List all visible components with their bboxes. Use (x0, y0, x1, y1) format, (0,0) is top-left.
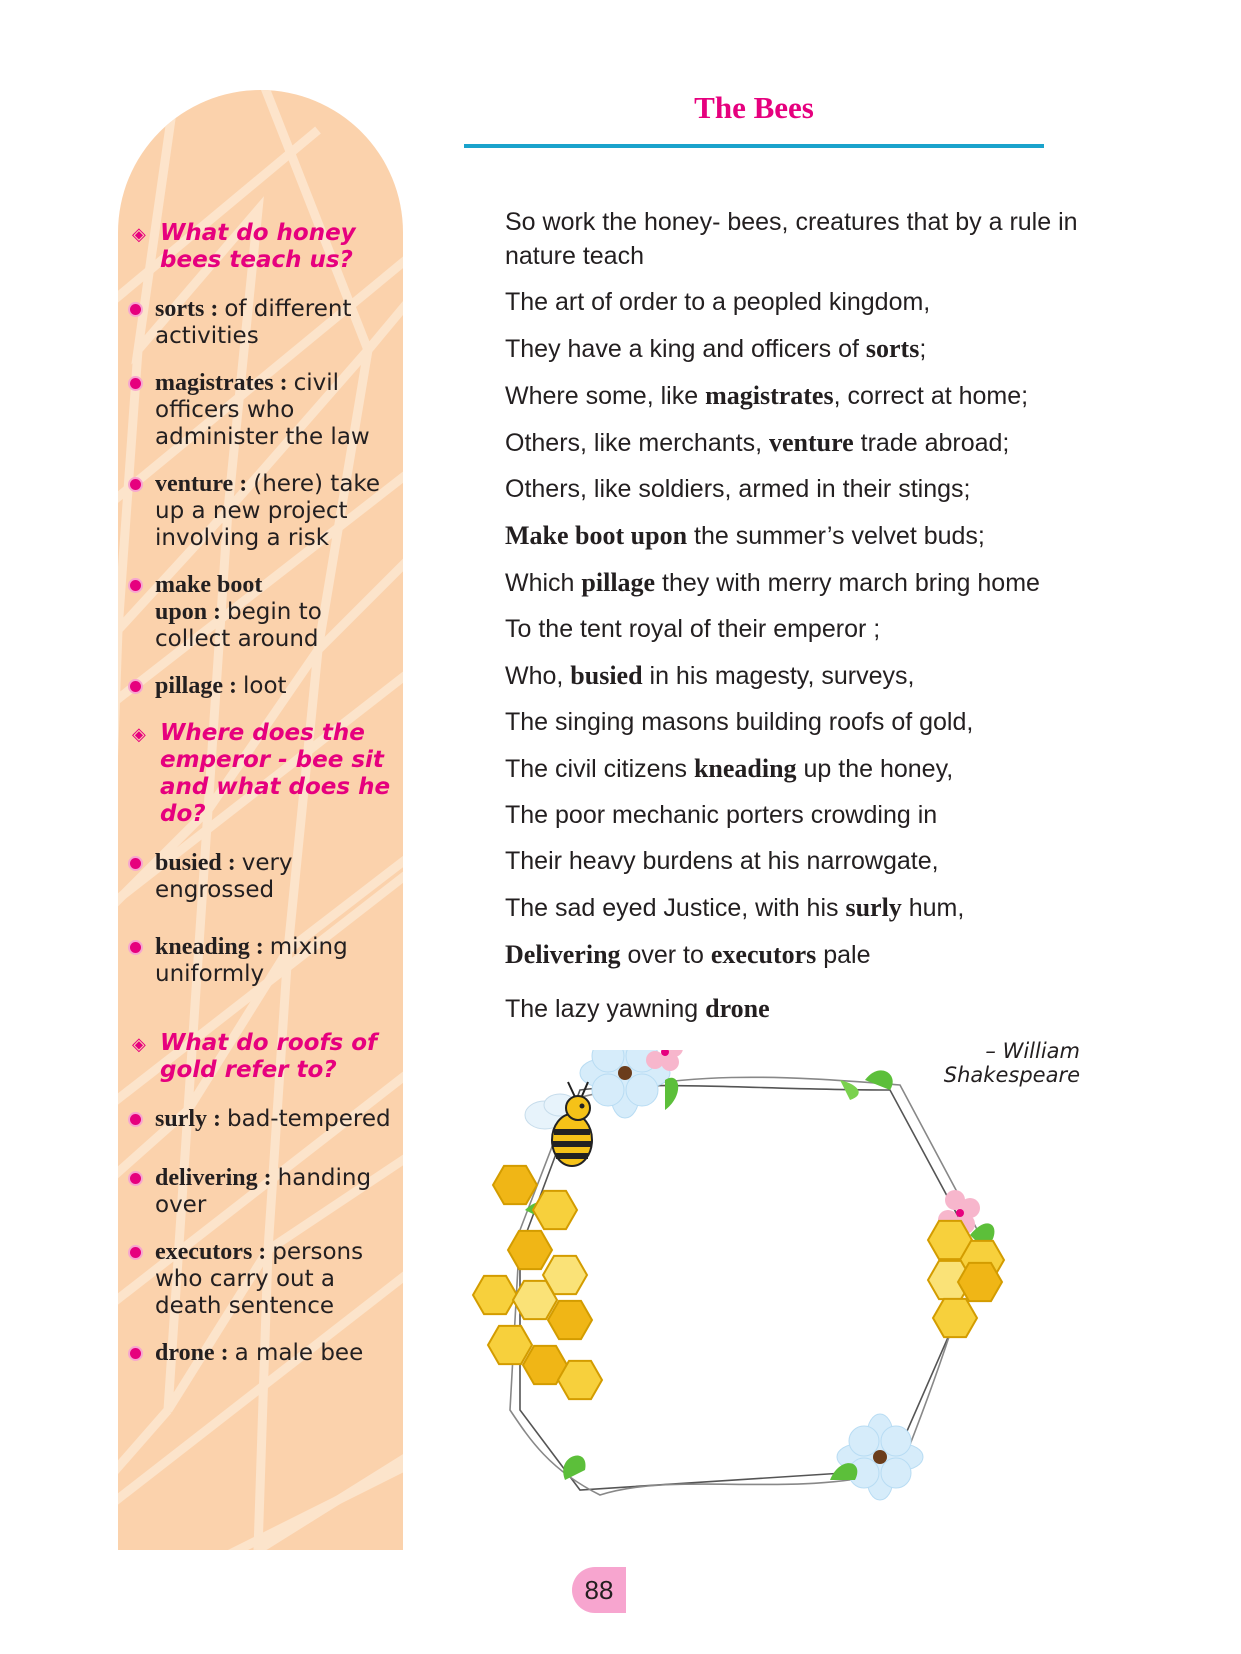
gloss-word: magistrates (155, 370, 274, 396)
flower-pink-top (646, 1050, 683, 1071)
gloss-word: surly (155, 1106, 208, 1132)
gloss-meaning: handing over (155, 1165, 372, 1218)
honeycomb-cell (548, 1301, 592, 1339)
gloss-entry: pillage : loot (130, 673, 400, 700)
glossed-word: busied (570, 661, 643, 690)
gloss-entry: drone : a male bee (130, 1340, 400, 1367)
bee-icon (525, 1082, 592, 1166)
honeycomb-cell (488, 1326, 532, 1364)
gloss-meaning: civil officers who administer the law (155, 370, 370, 450)
poem-author: – William Shakespeare (943, 1039, 1080, 1087)
gloss-entry: magistrates : civil officers who administer the law (130, 370, 400, 451)
diamond-icon: ◈ (132, 724, 146, 745)
bullet-icon (130, 304, 141, 315)
poem-line: Who, busied in his magesty, surveys, (505, 661, 915, 690)
sidebar-question (130, 220, 400, 274)
gloss-meaning: begin to collect around (155, 599, 322, 652)
gloss-entry: surly : bad-tempered (130, 1106, 400, 1133)
bullet-icon (130, 580, 141, 591)
glossed-word: surly (845, 893, 902, 922)
gloss-meaning: (here) take up a new project involving a risk (155, 471, 381, 551)
title-rule (464, 144, 1044, 148)
bullet-icon (130, 858, 141, 869)
gloss-word: make boot upon (155, 572, 263, 625)
bullet-icon (130, 1348, 141, 1359)
gloss-entry: kneading : mixing uniformly (130, 934, 400, 988)
poem-line: Make boot upon the summer’s velvet buds; (505, 521, 985, 550)
glossed-word: Make boot upon (505, 521, 688, 550)
poem-line: Their heavy burdens at his narrowgate, (505, 847, 939, 875)
glossed-word: sorts (865, 334, 920, 363)
gloss-entry: sorts : of different activities (130, 296, 400, 350)
bullet-icon (130, 479, 141, 490)
gloss-word: executors (155, 1239, 253, 1265)
gloss-word: kneading (155, 934, 250, 960)
gloss-word: busied (155, 850, 222, 876)
page-number: 88 (572, 1567, 626, 1613)
poem-line: Which pillage they with merry march bring home (505, 568, 1040, 597)
gloss-entry: busied : very engrossed (130, 850, 400, 904)
gloss-meaning: very engrossed (155, 850, 293, 903)
gloss-meaning: persons who carry out a death sentence (155, 1239, 364, 1319)
glossed-word: pillage (581, 568, 656, 597)
gloss-entry: venture : (here) take up a new project involving a risk (130, 471, 400, 552)
poem-line: Others, like soldiers, armed in their stings; (505, 475, 971, 503)
poem-line: The singing masons building roofs of gold, (505, 708, 974, 736)
glossed-word: venture (768, 428, 854, 457)
bullet-icon (130, 681, 141, 692)
honeycomb-cell (933, 1299, 977, 1337)
flower-bottom (837, 1414, 923, 1500)
gloss-meaning: loot (243, 673, 287, 699)
honeycomb-cell (558, 1361, 602, 1399)
poem-line: So work the honey- bees, creatures that by a rule in nature teach (505, 208, 1078, 270)
honeycomb-cell (508, 1231, 552, 1269)
bullet-icon (130, 378, 141, 389)
question-text: Where does the emperor - bee sit and what does he do? (160, 720, 391, 827)
sidebar-question (130, 1030, 400, 1084)
question-text: What do roofs of gold refer to? (160, 1030, 377, 1083)
honeycomb-cell (473, 1276, 517, 1314)
gloss-word: delivering (155, 1165, 258, 1191)
poem-line: The lazy yawning drone (505, 994, 770, 1023)
honeycomb-frame-illustration (460, 1050, 1040, 1560)
bullet-icon (130, 942, 141, 953)
poem-line: The art of order to a peopled kingdom, (505, 288, 931, 316)
glossed-word: drone (705, 994, 770, 1023)
glossed-word: Delivering (505, 940, 621, 969)
gloss-word: drone (155, 1340, 215, 1366)
gloss-meaning: a male bee (234, 1340, 364, 1366)
poem-line: Where some, like magistrates, correct at home; (505, 381, 1029, 410)
gloss-word: sorts (155, 296, 205, 322)
sidebar-question (130, 720, 400, 828)
bullet-icon (130, 1173, 141, 1184)
poem (505, 205, 1085, 1039)
gloss-entry: delivering : handing over (130, 1165, 400, 1219)
honeycomb-cell (958, 1263, 1002, 1301)
glossed-word: executors (710, 940, 817, 969)
poem-line: Delivering over to executors pale (505, 940, 871, 969)
question-text: What do honey bees teach us? (160, 220, 356, 273)
glossed-word: magistrates (705, 381, 834, 410)
poem-line: They have a king and officers of sorts; (505, 334, 927, 363)
honeycomb-cell (533, 1191, 577, 1229)
page-title: The Bees (694, 90, 814, 125)
gloss-word: pillage (155, 673, 224, 699)
poem-line: Others, like merchants, venture trade abroad; (505, 428, 1010, 457)
honeycomb-cell (513, 1281, 557, 1319)
gloss-meaning: mixing uniformly (155, 934, 348, 987)
diamond-icon: ◈ (132, 1034, 146, 1055)
poem-line: To the tent royal of their emperor ; (505, 615, 881, 643)
poem-line: The civil citizens kneading up the honey, (505, 754, 954, 783)
gloss-word: venture (155, 471, 234, 497)
bullet-icon (130, 1114, 141, 1125)
honeycomb-cell (493, 1166, 537, 1204)
poem-line: The poor mechanic porters crowding in (505, 801, 938, 829)
gloss-meaning: of different activities (155, 296, 352, 349)
bullet-icon (130, 1247, 141, 1258)
glossary-list (130, 220, 400, 1387)
poem-line: The sad eyed Justice, with his surly hum, (505, 893, 965, 922)
gloss-entry: executors : persons who carry out a death sentence (130, 1239, 400, 1320)
diamond-icon: ◈ (132, 224, 146, 245)
glossed-word: kneading (693, 754, 797, 783)
glossary-sidebar (118, 90, 403, 1550)
gloss-entry: make boot upon : begin to collect around (130, 572, 400, 653)
gloss-meaning: bad-tempered (227, 1106, 391, 1132)
